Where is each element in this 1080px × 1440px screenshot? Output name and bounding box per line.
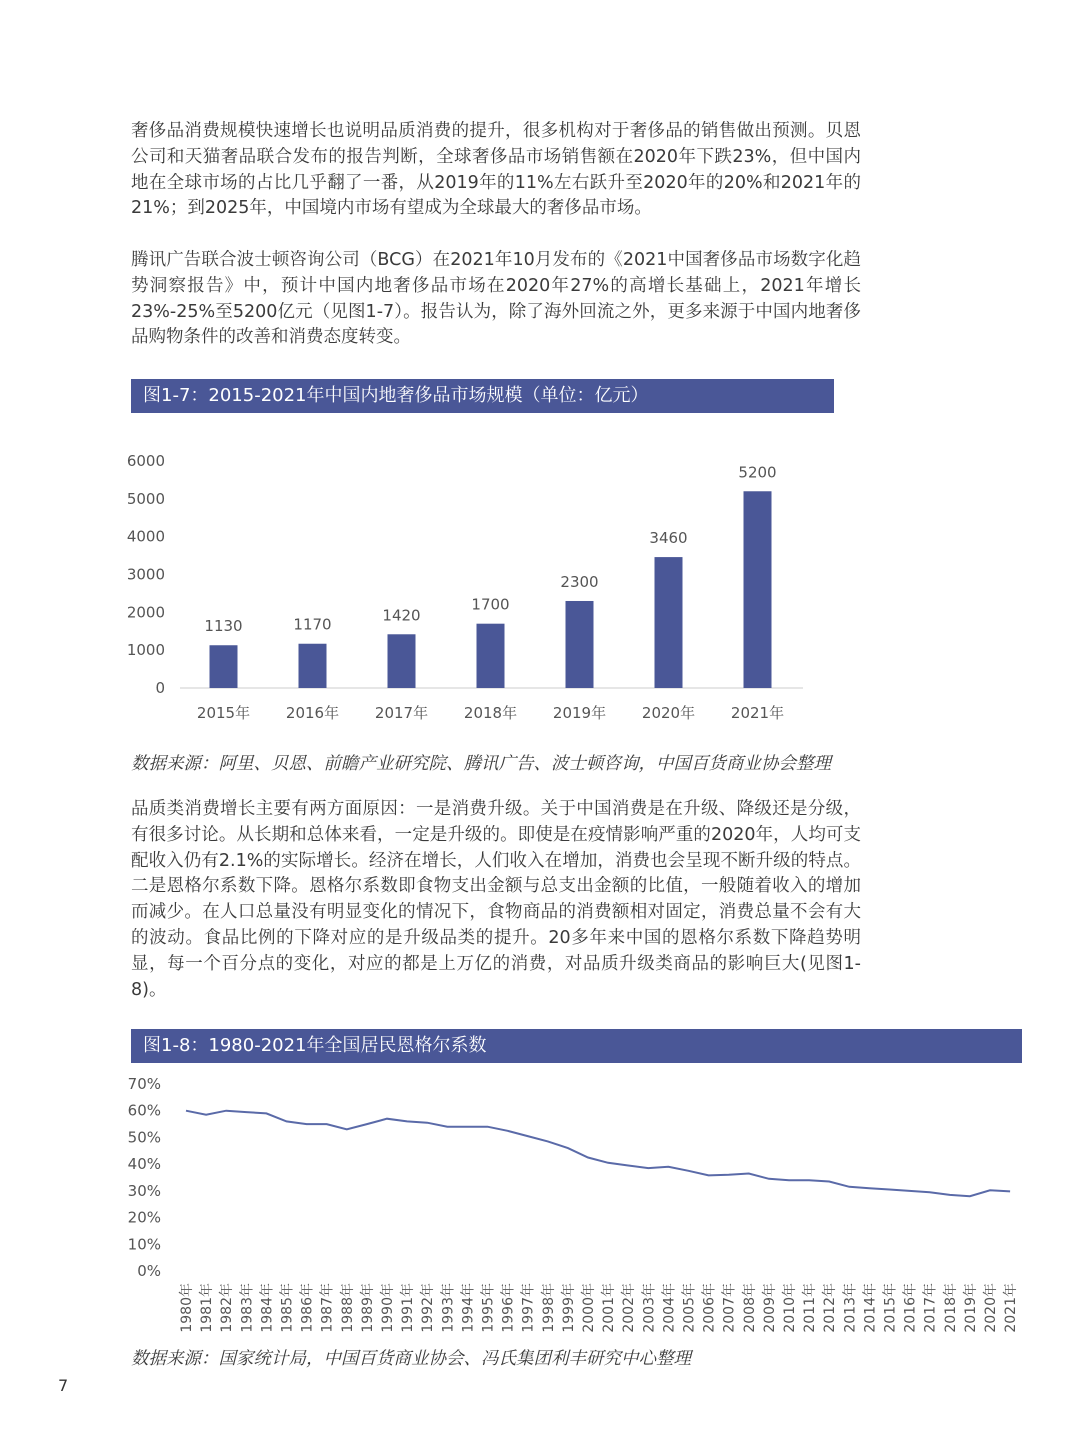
x-tick-label: 2017年 — [922, 1283, 939, 1333]
x-tick-label: 2016年 — [285, 704, 340, 722]
x-tick-label: 2017年 — [374, 704, 429, 722]
x-tick-label: 2004年 — [661, 1283, 678, 1333]
x-tick-label: 2002年 — [621, 1283, 638, 1333]
y-tick-label: 4000 — [126, 527, 165, 546]
x-tick-label: 2011年 — [802, 1283, 819, 1333]
y-tick-label: 50% — [127, 1128, 161, 1147]
x-tick-label: 2016年 — [902, 1283, 919, 1333]
y-tick-label: 0% — [137, 1262, 161, 1280]
x-tick-label: 1985年 — [279, 1283, 296, 1333]
x-tick-label: 2000年 — [581, 1283, 597, 1333]
x-tick-label: 2015年 — [882, 1283, 899, 1333]
paragraph-bcg-report: 腾讯广告联合波士顿咨询公司（BCG）在2021年10月发布的《2021中国奢侈品市场数字化趋势洞察报告》中，预计中国内地奢侈品市场在2020年27%的高增长基础上，2021年增长23%-25%至5200亿元（见图1-7）。报告认为，除了海外回流之外，更多来源于中国内地奢侈品购物条件的改善和消费态度转变。 — [131, 250, 861, 348]
bar — [299, 644, 327, 688]
x-tick-label: 1997年 — [520, 1283, 537, 1333]
x-tick-label: 2018年 — [463, 704, 518, 722]
x-tick-label: 1999年 — [560, 1283, 577, 1333]
y-tick-label: 70% — [127, 1075, 161, 1093]
x-tick-label: 2008年 — [741, 1283, 758, 1333]
x-tick-label: 1995年 — [480, 1283, 497, 1333]
paragraph-luxury-growth: 奢侈品消费规模快速增长也说明品质消费的提升，很多机构对于奢侈品的销售做出预测。贝恩公司和天猫奢品联合发布的报告判断，全球奢侈品市场销售额在2020年下跌23%，但中国内地在全球市场的占比几乎翻了一番，从2019年的11%左右跃升至2020年的20%和2021年的21%；到2025年，中国境内市场有望成为全球最大的奢侈品市场。 — [131, 121, 861, 219]
x-tick-label: 2001年 — [601, 1283, 618, 1333]
x-tick-label: 1987年 — [319, 1283, 336, 1333]
x-tick-label: 2010年 — [782, 1283, 798, 1333]
x-tick-label: 2019年 — [552, 704, 607, 722]
x-tick-label: 1982年 — [219, 1283, 236, 1333]
paragraph-quality-consumption: 品质类消费增长主要有两方面原因：一是消费升级。关于中国消费是在升级、降级还是分级，有很多讨论。从长期和总体来看，一定是升级的。即使是在疫情影响严重的2020年，人均可支配收入仍有2.1%的实际增长。经济在增长，人们收入在增加，消费也会呈现不断升级的特点。二是恩格尔系数下降。恩格尔系数即食物支出金额与总支出金额的比值，一般随着收入的增加而减少。在人口总量没有明显变化的情况下，食物商品的消费额相对固定，消费总量不会有大的波动。食品比例的下降对应的是升级品类的提升。20多年来中国的恩格尔系数下降趋势明显，每一个百分点的变化，对应的都是上万亿的消费，对品质升级类商品的影响巨大(见图1-8)。 — [131, 799, 861, 1000]
bar-value-label: 1130 — [204, 617, 243, 636]
x-tick-label: 2006年 — [701, 1283, 718, 1333]
x-tick-label: 2007年 — [721, 1283, 738, 1333]
y-tick-label: 10% — [127, 1235, 161, 1254]
bar-value-label: 1700 — [471, 595, 510, 614]
bar-value-label: 1170 — [293, 615, 332, 634]
bar — [477, 624, 505, 688]
bar — [388, 634, 416, 688]
x-tick-label: 1996年 — [500, 1283, 517, 1333]
x-tick-label: 1993年 — [440, 1283, 457, 1333]
bar-value-label: 5200 — [738, 463, 777, 482]
figure-1-8-header: 图1-8：1980-2021年全国居民恩格尔系数 — [131, 1029, 1022, 1063]
x-tick-label: 2018年 — [942, 1283, 959, 1333]
x-tick-label: 1988年 — [339, 1283, 356, 1333]
x-tick-label: 2021年 — [1003, 1283, 1020, 1333]
x-tick-label: 2003年 — [641, 1283, 658, 1333]
y-tick-label: 2000 — [126, 603, 165, 622]
x-tick-label: 2014年 — [862, 1283, 879, 1333]
x-tick-label: 1992年 — [420, 1283, 437, 1333]
line-chart-engel-coefficient — [120, 1066, 1040, 1341]
x-tick-label: 1994年 — [460, 1283, 477, 1333]
bar — [210, 645, 238, 688]
figure-1-7-header: 图1-7：2015-2021年中国内地奢侈品市场规模（单位：亿元） — [131, 379, 834, 413]
y-tick-label: 30% — [127, 1181, 161, 1200]
x-tick-label: 2012年 — [822, 1283, 839, 1333]
bar — [566, 601, 594, 688]
series-line — [186, 1111, 1010, 1197]
y-tick-label: 3000 — [126, 565, 165, 584]
figure-1-8-source: 数据来源：国家统计局，中国百货商业协会、冯氏集团利丰研究中心整理 — [131, 1349, 691, 1369]
figure-1-7-source: 数据来源：阿里、贝恩、前瞻产业研究院、腾讯广告、波士顿咨询，中国百货商业协会整理 — [131, 754, 831, 774]
x-tick-label: 2009年 — [761, 1283, 778, 1333]
x-tick-label: 2015年 — [196, 704, 251, 722]
x-tick-label: 1991年 — [400, 1283, 417, 1333]
y-tick-label: 0 — [155, 679, 165, 697]
x-tick-label: 2019年 — [962, 1283, 979, 1333]
x-tick-label: 1998年 — [540, 1283, 557, 1333]
x-tick-label: 2013年 — [842, 1283, 859, 1333]
bar-value-label: 3460 — [649, 529, 688, 548]
x-tick-label: 2020年 — [641, 704, 696, 722]
x-tick-label: 2005年 — [681, 1283, 698, 1333]
bar-chart-luxury-market — [120, 445, 820, 735]
y-tick-label: 40% — [127, 1155, 161, 1174]
x-tick-label: 1989年 — [359, 1283, 376, 1333]
bar-value-label: 1420 — [382, 606, 421, 625]
x-tick-label: 1990年 — [380, 1283, 396, 1333]
x-tick-label: 1980年 — [179, 1283, 195, 1333]
page-number: 7 — [58, 1376, 69, 1395]
x-tick-label: 2020年 — [983, 1283, 999, 1333]
bar — [744, 491, 772, 688]
x-tick-label: 1984年 — [259, 1283, 276, 1333]
bar-value-label: 2300 — [560, 572, 599, 591]
x-tick-label: 1986年 — [299, 1283, 316, 1333]
y-tick-label: 6000 — [126, 452, 165, 470]
bar — [655, 557, 683, 688]
y-tick-label: 60% — [127, 1101, 161, 1120]
y-tick-label: 1000 — [126, 641, 165, 660]
y-tick-label: 20% — [127, 1208, 161, 1227]
y-tick-label: 5000 — [126, 489, 165, 508]
x-tick-label: 1981年 — [199, 1283, 216, 1333]
x-tick-label: 2021年 — [730, 704, 785, 722]
x-tick-label: 1983年 — [239, 1283, 256, 1333]
